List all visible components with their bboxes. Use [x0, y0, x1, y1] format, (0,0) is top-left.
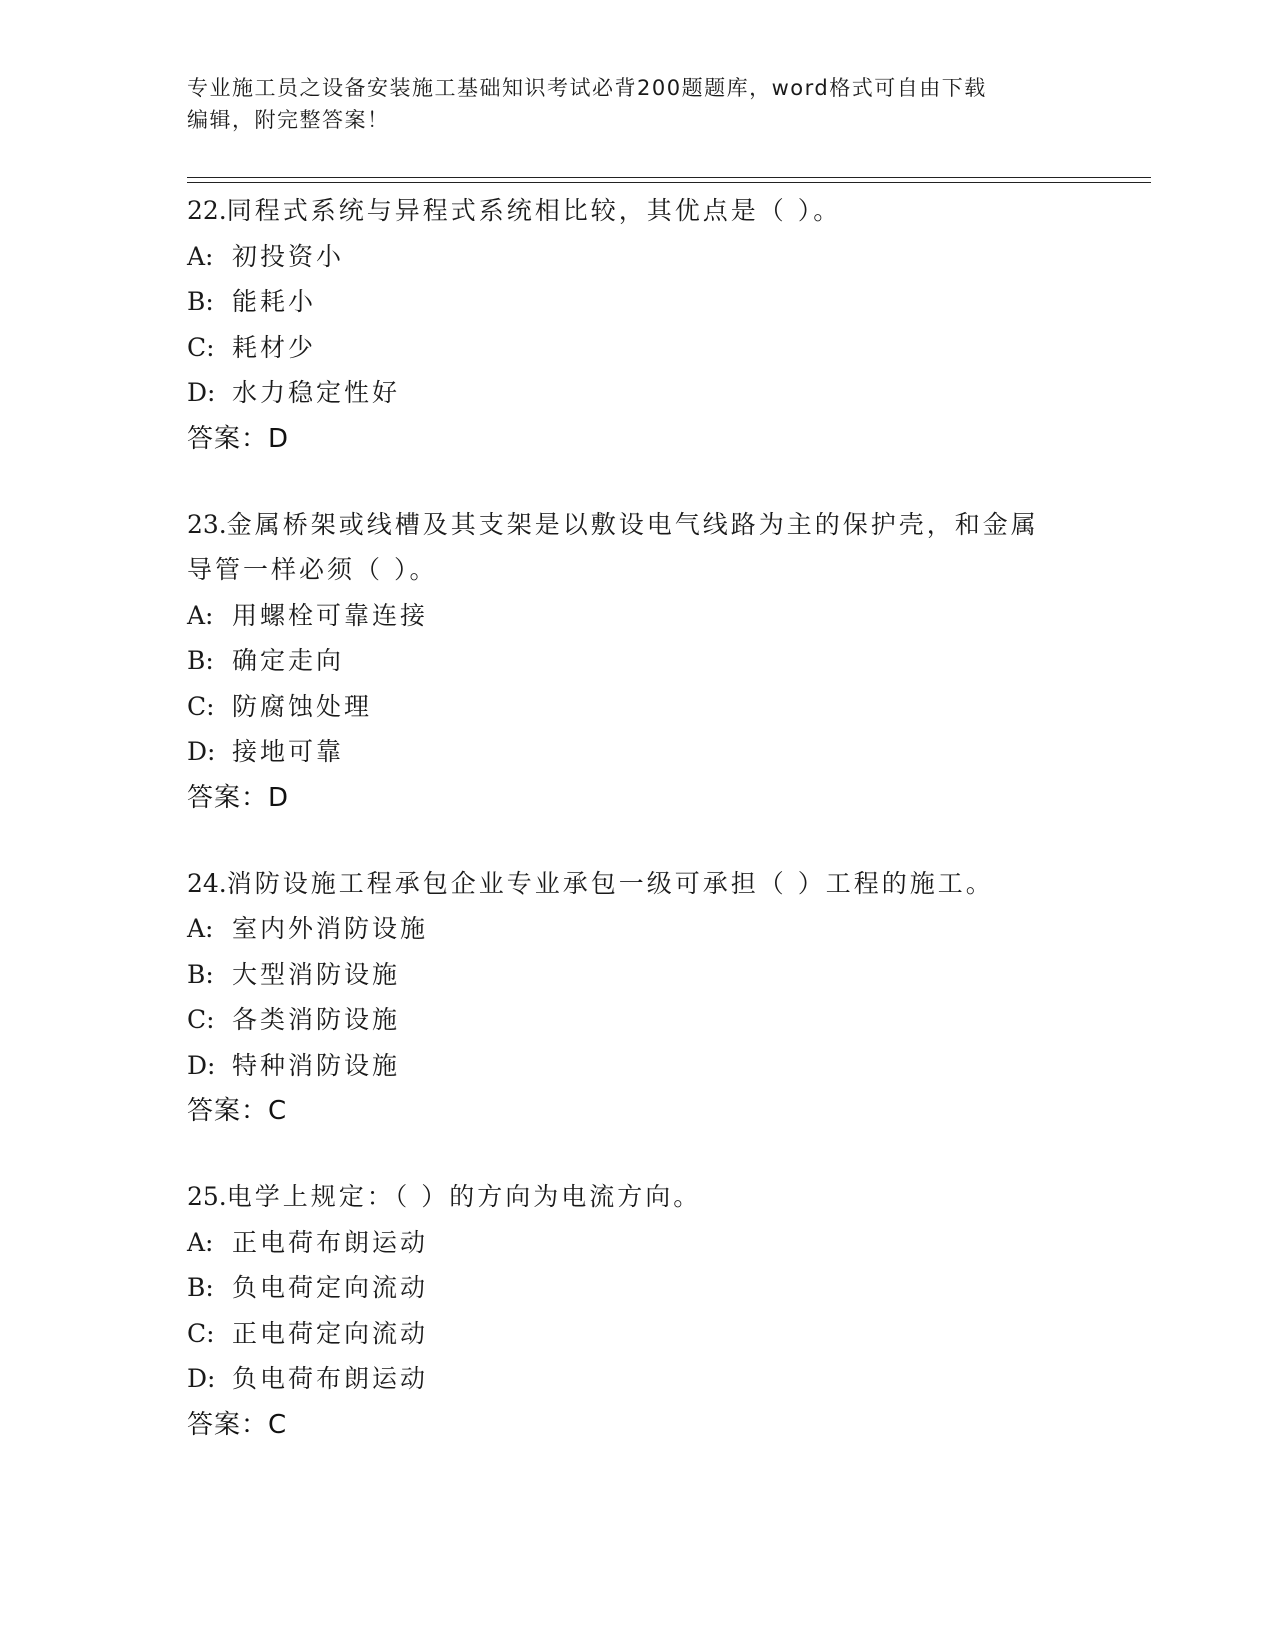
header-divider-top [187, 177, 1151, 178]
option-a [187, 1220, 1087, 1266]
answer-line [187, 775, 1087, 821]
option-letter: D: [187, 1050, 216, 1080]
document-header [187, 72, 1067, 136]
option-text: 负电荷布朗运动 [232, 1364, 429, 1393]
question-stem [187, 861, 1087, 907]
header-line-1: 专业施工员之设备安装施工基础知识考试必背200题题库，word格式可自由下载 [187, 76, 987, 100]
question-stem [187, 502, 1087, 548]
question-stem-text: 电学上规定：（ ）的方向为电流方向。 [226, 1182, 702, 1211]
answer-value: C [268, 1096, 287, 1126]
option-text: 各类消防设施 [232, 1005, 401, 1034]
answer-value: D [268, 423, 289, 454]
question-22 [187, 188, 1087, 462]
option-b [187, 952, 1087, 998]
option-text: 室内外消防设施 [232, 914, 429, 943]
option-text: 特种消防设施 [232, 1050, 401, 1080]
option-d [187, 1043, 1087, 1089]
option-letter: A: [187, 1227, 214, 1257]
option-letter: C: [187, 332, 215, 362]
question-list [187, 188, 1087, 1488]
option-text: 用螺栓可靠连接 [232, 600, 429, 630]
option-text: 负电荷定向流动 [232, 1273, 429, 1302]
answer-line [187, 1088, 1087, 1134]
option-c [187, 1311, 1087, 1357]
option-c [187, 325, 1087, 371]
option-a [187, 234, 1087, 280]
question-stem-text: 同程式系统与异程式系统相比较，其优点是（ ）。 [226, 196, 842, 225]
option-d [187, 729, 1087, 775]
question-number: 25. [187, 1182, 227, 1211]
option-letter: B: [187, 1273, 214, 1302]
option-text: 正电荷定向流动 [232, 1318, 429, 1348]
option-text: 初投资小 [232, 241, 345, 271]
option-letter: C: [187, 691, 215, 721]
option-letter: B: [187, 959, 214, 989]
option-letter: C: [187, 1005, 215, 1034]
answer-value: D [268, 782, 289, 813]
question-stem-text: 消防设施工程承包企业专业承包一级可承担（ ）工程的施工。 [226, 868, 994, 898]
option-a [187, 906, 1087, 952]
question-25 [187, 1174, 1087, 1448]
option-letter: A: [187, 914, 214, 943]
option-text: 正电荷布朗运动 [232, 1227, 429, 1257]
option-text: 水力稳定性好 [232, 378, 401, 407]
option-d [187, 1356, 1087, 1402]
option-letter: B: [187, 287, 214, 316]
option-letter: A: [187, 241, 214, 271]
header-divider-bottom [187, 182, 1151, 183]
option-letter: C: [187, 1318, 215, 1348]
question-23 [187, 502, 1087, 821]
question-24 [187, 861, 1087, 1135]
option-text: 防腐蚀处理 [232, 691, 373, 721]
answer-line [187, 1402, 1087, 1448]
answer-line [187, 416, 1087, 462]
option-b [187, 638, 1087, 684]
option-b [187, 1265, 1087, 1311]
answer-label: 答案： [187, 423, 269, 454]
answer-label: 答案： [187, 1096, 269, 1126]
header-line-2: 编辑，附完整答案！ [187, 108, 390, 132]
option-letter: A: [187, 600, 214, 630]
option-text: 确定走向 [232, 646, 345, 675]
option-c [187, 997, 1087, 1043]
option-a [187, 593, 1087, 639]
answer-label: 答案： [187, 782, 269, 813]
answer-value: C [268, 1409, 287, 1440]
option-text: 大型消防设施 [232, 959, 401, 989]
question-number: 22. [187, 196, 227, 225]
option-letter: B: [187, 646, 214, 675]
question-stem [187, 188, 1087, 234]
option-text: 接地可靠 [232, 737, 345, 766]
question-number: 24. [187, 868, 227, 898]
question-number: 23. [187, 509, 227, 539]
question-stem-continued: 导管一样必须（ ）。 [187, 555, 438, 584]
option-c [187, 684, 1087, 730]
question-stem-text: 金属桥架或线槽及其支架是以敷设电气线路为主的保护壳，和金属 [226, 509, 1039, 539]
option-text: 耗材少 [232, 332, 317, 362]
option-letter: D: [187, 1364, 216, 1393]
option-text: 能耗小 [232, 287, 317, 316]
question-stem [187, 1174, 1087, 1220]
option-d [187, 370, 1087, 416]
option-letter: D: [187, 378, 216, 407]
option-letter: D: [187, 737, 216, 766]
answer-label: 答案： [187, 1409, 269, 1440]
option-b [187, 279, 1087, 325]
